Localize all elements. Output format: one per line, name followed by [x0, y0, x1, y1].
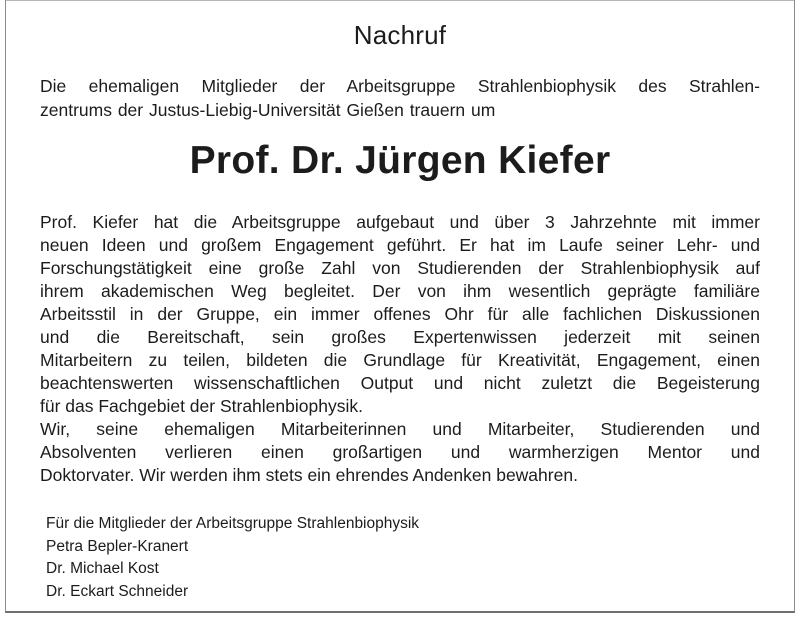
tribute-line: und die Bereitschaft, sein großes Expertenwissen jederzeit mit seinen [40, 327, 760, 347]
intro-line: Die ehemaligen Mitglieder der Arbeitsgruppe Strahlenbiophysik des Strahlen- [40, 76, 760, 96]
tribute-line: Forschungstätigkeit eine große Zahl von Studierenden der Strahlenbiophysik auf [40, 258, 760, 278]
intro-line: zentrums der Justus-Liebig-Universität Gießen trauern um [40, 100, 496, 120]
tribute-line: neuen Ideen und großem Engagement geführt. Er hat im Laufe seiner Lehr- und [40, 235, 760, 255]
tribute-line: für das Fachgebiet der Strahlenbiophysik. [40, 396, 363, 416]
tribute-line: Wir, seine ehemaligen Mitarbeiterinnen und Mitarbeiter, Studierenden und [40, 419, 760, 439]
tribute-text [40, 211, 760, 487]
notice-title: Nachruf [353, 20, 447, 50]
obituary-notice [5, 0, 795, 613]
tribute-line: Arbeitsstil in der Gruppe, ein immer offenes Ohr für alle fachlichen Diskussionen [40, 304, 760, 324]
tribute-line: beachtenswerten wissenschaftlichen Output und nicht zuletzt die Begeisterung [40, 373, 760, 393]
signoff-line: Für die Mitglieder der Arbeitsgruppe Strahlenbiophysik [46, 515, 420, 532]
signoff-block [46, 513, 419, 603]
tribute-line: Prof. Kiefer hat die Arbeitsgruppe aufgebaut und über 3 Jahrzehnte mit immer [40, 212, 760, 232]
signatory-name: Dr. Michael Kost [46, 560, 159, 577]
tribute-line: Absolventen verlieren einen großartigen und warmherzigen Mentor und [40, 442, 760, 462]
signatory-name: Petra Bepler-Kranert [46, 537, 189, 555]
tribute-line: Doktorvater. Wir werden ihm stets ein ehrendes Andenken bewahren. [40, 465, 578, 485]
tribute-line: ihrem akademischen Weg begleitet. Der von ihm wesentlich geprägte familiäre [40, 281, 760, 301]
tribute-line: Mitarbeitern zu teilen, bildeten die Grundlage für Kreativität, Engagement, einen [40, 350, 760, 370]
signatory-name: Dr. Eckart Schneider [46, 582, 189, 600]
deceased-name: Prof. Dr. Jürgen Kiefer [189, 139, 611, 182]
intro-text [40, 74, 760, 122]
top-rule [6, 0, 794, 1]
